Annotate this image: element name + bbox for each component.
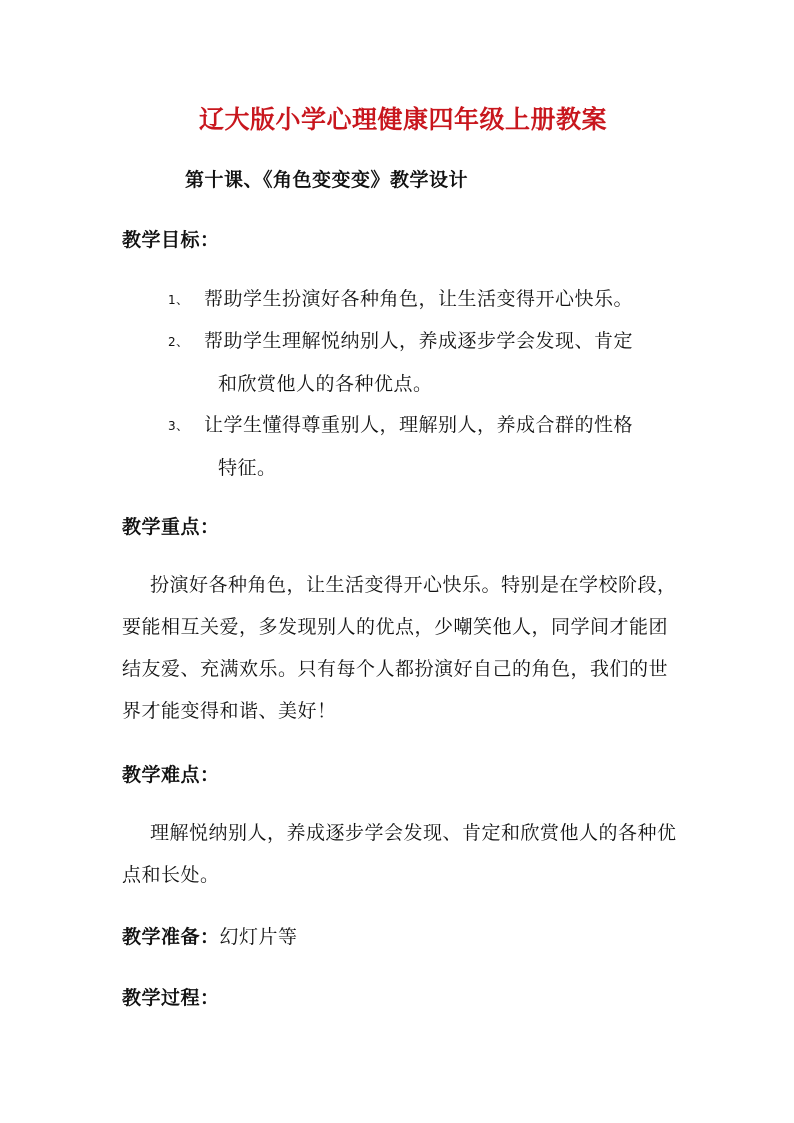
objective-text: 让学生懂得尊重别人，理解别人，养成合群的性格 bbox=[204, 414, 634, 436]
objective-number: 1、 bbox=[168, 293, 189, 307]
key-points-heading: 教学重点： bbox=[122, 516, 220, 538]
objective-text-continued: 特征。 bbox=[218, 457, 277, 479]
objective-item-3 bbox=[168, 404, 688, 489]
objective-item-1 bbox=[168, 278, 688, 321]
preparation-line bbox=[122, 922, 298, 949]
objective-number: 3、 bbox=[168, 419, 189, 433]
difficulties-heading: 教学难点： bbox=[122, 764, 220, 786]
objectives-heading: 教学目标： bbox=[122, 229, 220, 251]
objective-item-2 bbox=[168, 320, 688, 405]
key-points-text: 扮演好各种角色，让生活变得开心快乐。特别是在学校阶段，要能相互关爱，多发现别人的优点，少嘲笑他人，同学间才能团结友爱、充满欢乐。只有每个人都扮演好自己的角色，我们的世界才能变得和谐、美好！ bbox=[122, 574, 677, 722]
objective-text-continued: 和欣赏他人的各种优点。 bbox=[218, 373, 433, 395]
objective-text: 帮助学生理解悦纳别人，养成逐步学会发现、肯定 bbox=[204, 330, 634, 352]
objective-text: 帮助学生扮演好各种角色，让生活变得开心快乐。 bbox=[204, 288, 634, 310]
objective-number: 2、 bbox=[168, 335, 189, 349]
document-title: 辽大版小学心理健康四年级上册教案 bbox=[198, 105, 607, 134]
preparation-value: 幻灯片等 bbox=[219, 926, 298, 948]
lesson-subtitle: 第十课、《角色变变变》教学设计 bbox=[185, 169, 469, 191]
preparation-heading: 教学准备： bbox=[122, 926, 220, 948]
difficulties-text: 理解悦纳别人，养成逐步学会发现、肯定和欣赏他人的各种优点和长处。 bbox=[122, 822, 677, 886]
process-heading: 教学过程： bbox=[122, 987, 220, 1009]
